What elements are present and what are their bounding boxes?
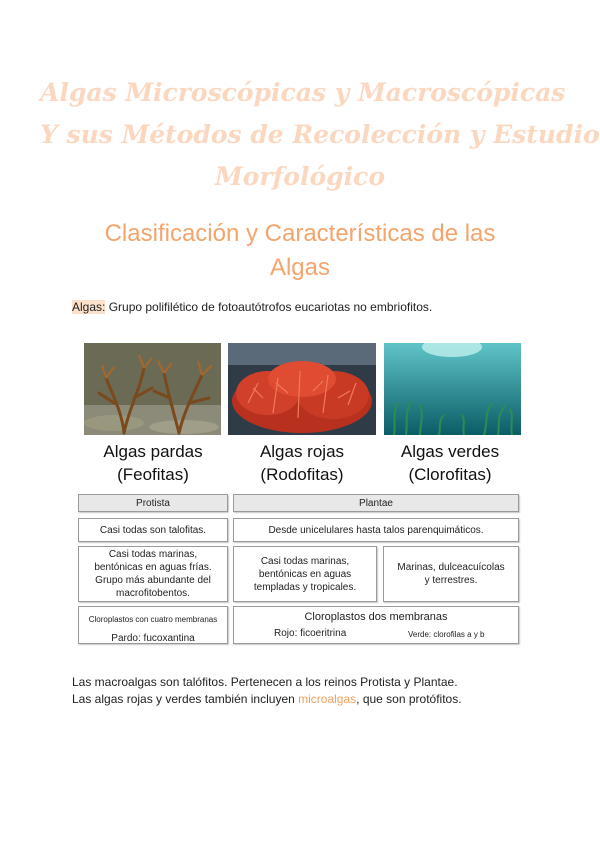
green-algae-title xyxy=(376,440,524,486)
green-algae-name: Algas verdes xyxy=(400,442,500,461)
definition-text: Grupo polifilético de fotoautótrofos eucariotas no embriofitos. xyxy=(105,300,433,314)
brown-thallus-cell: Casi todas son talofitas. xyxy=(78,518,228,542)
red-algae-subname: (Rodofitas) xyxy=(260,465,344,484)
bottom-paragraph xyxy=(72,674,462,708)
document-title xyxy=(40,72,600,198)
green-habitat-cell: Marinas, dulceacuícolas y terrestres. xyxy=(383,546,519,602)
plant-chloroplast-cell xyxy=(233,606,519,644)
bottom-line-2-pre: Las algas rojas y verdes también incluyen xyxy=(72,692,299,706)
kingdom-protista-cell: Protista xyxy=(78,494,228,512)
red-pigment-text: Rojo: ficoeritrina xyxy=(274,628,347,639)
red-algae-name: Algas rojas xyxy=(259,442,345,461)
brown-pigment-text: Pardo: fucoxantina xyxy=(111,633,195,644)
plant-chloroplast-text: Cloroplastos dos membranas xyxy=(304,611,448,623)
bottom-line-1: Las macroalgas son talófitos. Pertenecen a los reinos Protista y Plantae. xyxy=(72,675,458,689)
heading-line-2: Algas xyxy=(269,254,331,281)
brown-algae-name: Algas pardas xyxy=(103,442,203,461)
title-line-2: Y sus Métodos de Recolección y Estudio xyxy=(40,120,600,149)
title-line-1: Algas Microscópicas y Macroscópicas xyxy=(40,78,566,107)
bottom-line-2-post: , que son protófitos. xyxy=(356,692,462,706)
plant-thallus-cell: Desde unicelulares hasta talos parenquimáticos. xyxy=(233,518,519,542)
title-line-3: Morfológico xyxy=(215,162,385,191)
brown-habitat-cell: Casi todas marinas, bentónicas en aguas frías. Grupo más abundante del macrofitobentos. xyxy=(78,546,228,602)
definition-term: Algas: xyxy=(72,300,106,314)
red-algae-photo xyxy=(228,343,376,435)
microalgas-link[interactable]: microalgas xyxy=(298,692,357,706)
section-heading xyxy=(40,217,560,285)
definition-paragraph xyxy=(72,300,432,314)
brown-algae-subname: (Feofitas) xyxy=(117,465,189,484)
green-algae-subname: (Clorofitas) xyxy=(408,465,492,484)
green-algae-photo xyxy=(384,343,521,435)
brown-algae-photo xyxy=(84,343,221,435)
brown-algae-title xyxy=(78,440,228,486)
green-pigment-text: Verde: clorofilas a y b xyxy=(408,630,485,639)
brown-chloroplast-cell xyxy=(78,606,228,644)
bottom-line-2 xyxy=(72,691,462,708)
brown-chloroplast-text: Cloroplastos con cuatro membranas xyxy=(88,615,218,624)
algae-classification-figure xyxy=(78,340,522,645)
red-algae-title xyxy=(228,440,376,486)
kingdom-plantae-cell: Plantae xyxy=(233,494,519,512)
heading-line-1: Clasificación y Características de las xyxy=(104,220,496,247)
red-habitat-cell: Casi todas marinas, bentónicas en aguas templadas y tropicales. xyxy=(233,546,377,602)
